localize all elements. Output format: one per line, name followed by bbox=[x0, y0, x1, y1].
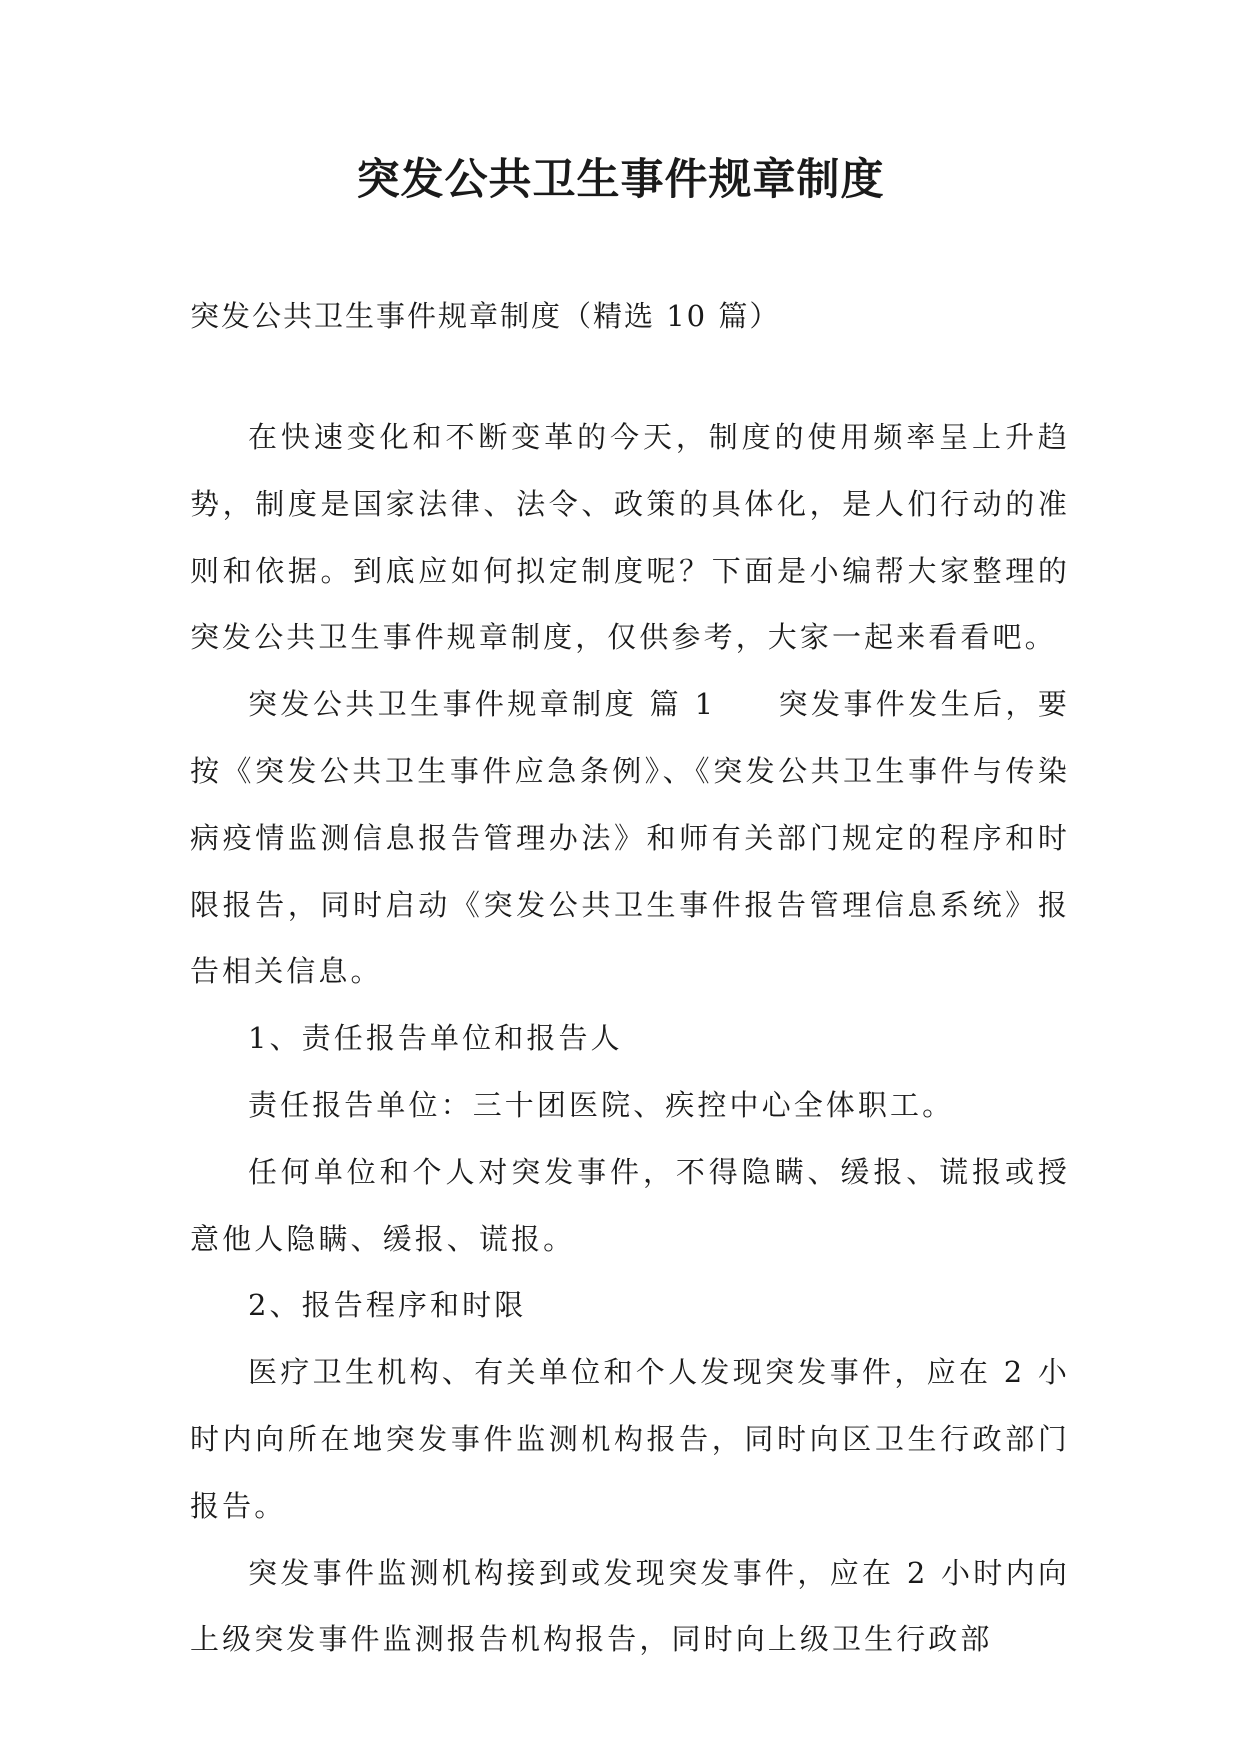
document-body bbox=[190, 404, 1070, 1673]
document-title: 突发公共卫生事件规章制度 bbox=[356, 155, 885, 205]
document-subtitle: 突发公共卫生事件规章制度（精选 10 篇） bbox=[190, 299, 781, 333]
intro-paragraph: 在快速变化和不断变革的今天，制度的使用频率呈上升趋势，制度是国家法律、法令、政策的具体化，是人们行动的准则和依据。到底应如何拟定制度呢？下面是小编帮大家整理的突发公共卫生事件规章制度，仅供参考，大家一起来看看吧。 bbox=[190, 420, 1070, 655]
section-1-text: 突发事件发生后，要按《突发公共卫生事件应急条例》、《突发公共卫生事件与传染病疫情监测信息报告管理办法》和师有关部门规定的程序和时限报告，同时启动《突发公共卫生事件报告管理信息系统》报告相关信息。 bbox=[190, 687, 1070, 989]
item-1-unit: 责任报告单位：三十团医院、疾控中心全体职工。 bbox=[248, 1087, 955, 1122]
section-1-heading: 突发公共卫生事件规章制度 篇 1 bbox=[248, 687, 717, 722]
item-1-heading: 1、责任报告单位和报告人 bbox=[248, 1021, 623, 1056]
item-2-heading: 2、报告程序和时限 bbox=[248, 1288, 527, 1323]
item-1-rule: 任何单位和个人对突发事件，不得隐瞒、缓报、谎报或授意他人隐瞒、缓报、谎报。 bbox=[190, 1154, 1070, 1256]
item-2-paragraph-1: 医疗卫生机构、有关单位和个人发现突发事件，应在 2 小时内向所在地突发事件监测机构报告，同时向区卫生行政部门报告。 bbox=[190, 1355, 1070, 1523]
section-1-paragraph bbox=[190, 671, 1070, 1005]
item-2-paragraph-2: 突发事件监测机构接到或发现突发事件，应在 2 小时内向上级突发事件监测报告机构报告，同时向上级卫生行政部 bbox=[190, 1555, 1070, 1657]
